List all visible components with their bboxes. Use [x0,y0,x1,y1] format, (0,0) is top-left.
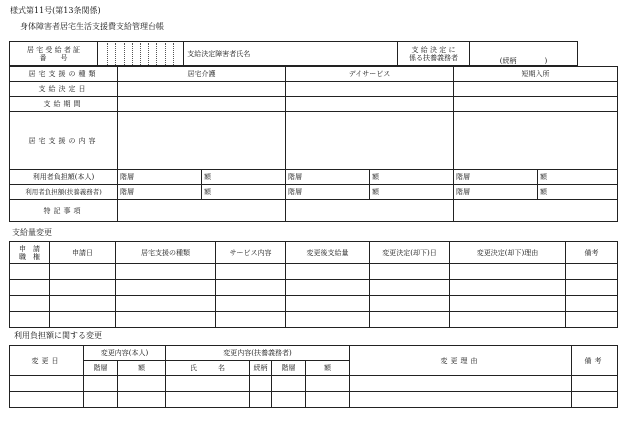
amount-cell[interactable]: 額 [538,185,618,200]
content-home[interactable] [118,112,286,170]
section-heading-quantity: 支給量変更 [12,228,52,237]
amount-header: 額 [306,361,350,376]
type-home-care: 居宅介護 [118,67,286,82]
header-decision-reason: 変更決定(却下)理由 [450,242,566,264]
self-change-label: 変更内容(本人) [84,346,166,361]
table-row[interactable] [10,280,618,296]
amount-header: 額 [118,361,166,376]
self-burden-label: 利用者負担額(本人) [10,170,118,185]
header-application: 申 請 職 権 [10,242,50,264]
level-cell[interactable]: 階層 [454,170,538,185]
level-cell[interactable]: 階層 [118,185,202,200]
guardian-change-label: 変更内容(扶養義務者) [166,346,350,361]
name-header: 氏 名 [166,361,250,376]
recipient-name-field[interactable] [254,42,398,66]
change-reason-label: 変更理由 [350,346,572,376]
period-home[interactable] [118,97,286,112]
quantity-change-table [9,241,618,328]
table-row[interactable] [10,392,618,408]
remarks-label: 備考 [572,346,618,376]
type-short-stay: 短期入所 [454,67,618,82]
amount-cell[interactable]: 額 [202,185,286,200]
content-label: 居宅支援の内容 [10,112,118,170]
period-label: 支給期間 [10,97,118,112]
amount-cell[interactable]: 額 [202,170,286,185]
notes-short[interactable] [454,200,618,222]
notes-day[interactable] [286,200,454,222]
amount-cell[interactable]: 額 [538,170,618,185]
decision-date-home[interactable] [118,82,286,97]
header-remarks: 備考 [566,242,618,264]
guardian-relation-field[interactable]: (続柄 ) [470,42,578,66]
level-header: 階層 [272,361,306,376]
cert-number-field[interactable] [98,42,184,66]
burden-change-table [9,345,618,408]
cert-number-label: 居 宅 受 給 者 証 番 号 [10,42,98,66]
form-title: 身体障害者居宅生活支援費支給管理台帳 [20,22,164,31]
recipient-name-label: 支給決定障害者氏名 [184,42,254,66]
level-cell[interactable]: 階層 [286,185,370,200]
decision-date-day[interactable] [286,82,454,97]
change-date-label: 変更日 [10,346,84,376]
header-table [9,41,578,66]
guardian-burden-label: 利用者負担額(扶養義務者) [10,185,118,200]
amount-cell[interactable]: 額 [370,185,454,200]
table-row[interactable] [10,264,618,280]
decision-date-short[interactable] [454,82,618,97]
header-new-quantity: 変更後支給量 [286,242,370,264]
decision-date-label: 支給決定日 [10,82,118,97]
period-day[interactable] [286,97,454,112]
form-number: 様式第11号(第13条関係) [10,6,101,15]
header-support-type: 居宅支援の種類 [116,242,216,264]
level-header: 階層 [84,361,118,376]
level-cell[interactable]: 階層 [286,170,370,185]
amount-cell[interactable]: 額 [370,170,454,185]
type-day-service: デイサービス [286,67,454,82]
notes-home[interactable] [118,200,286,222]
table-row[interactable] [10,376,618,392]
table-row[interactable] [10,296,618,312]
header-decision-date: 変更決定(却下)日 [370,242,450,264]
content-short[interactable] [454,112,618,170]
support-type-label: 居宅支援の種類 [10,67,118,82]
notes-label: 特記事項 [10,200,118,222]
guardian-label: 支 給 決 定 に 係る扶養義務者 [398,42,470,66]
level-cell[interactable]: 階層 [118,170,202,185]
table-row[interactable] [10,312,618,328]
level-cell[interactable]: 階層 [454,185,538,200]
section-heading-burden: 利用負担額に関する変更 [14,331,102,340]
header-service: サービス内容 [216,242,286,264]
relation-header: 続柄 [250,361,272,376]
support-table [9,66,618,222]
period-short[interactable] [454,97,618,112]
header-app-date: 申請日 [50,242,116,264]
content-day[interactable] [286,112,454,170]
